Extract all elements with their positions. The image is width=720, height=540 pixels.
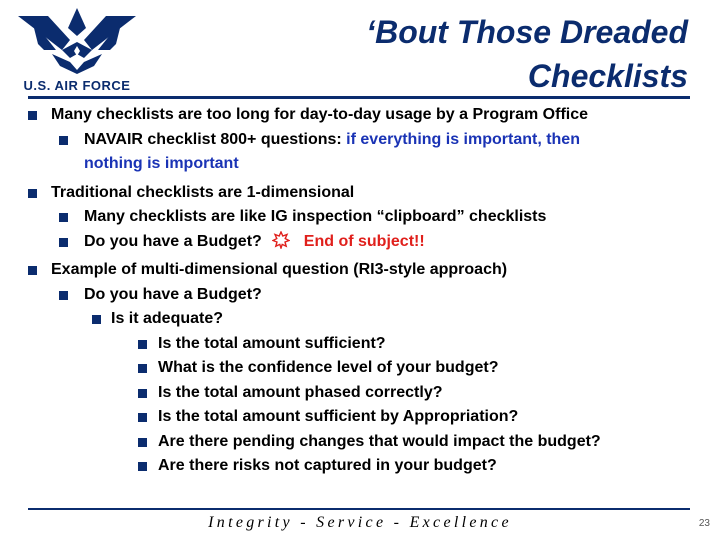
title-line-2: Checklists [527,58,688,94]
bullet-marker [59,213,68,222]
bullet-marker [28,189,37,198]
bullet-marker [59,291,68,300]
bullet-text: Is it adequate? [111,310,224,327]
bullet-text: Example of multi-dimensional question (RI3-style approach) [51,261,508,278]
bullet-marker [138,462,147,471]
bullet-text: Traditional checklists are 1-dimensional [51,183,355,201]
sub-bullet-budget [28,283,690,308]
title-line-1: ‘Bout Those Dreaded [366,14,688,50]
question-text: Is the total amount phased correctly? [158,383,443,401]
bullet-multi-dimensional [28,258,690,283]
question-text: Are there risks not captured in your budget? [158,457,497,474]
question-item [28,454,690,479]
bullet-traditional-checklists [28,181,690,206]
bullet-marker [138,413,147,422]
question-text: Is the total amount sufficient? [158,334,386,352]
bullet-marker [138,438,147,447]
question-item [28,356,690,381]
sub-sub-bullet-adequate [28,307,690,332]
air-force-logo [14,6,140,96]
page-number: 23 [698,518,710,529]
question-item [28,332,690,357]
bullet-marker [59,136,68,145]
sub-bullet-navair-continued [28,152,690,177]
bullet-text: Do you have a Budget? [84,285,262,303]
starburst-icon [272,231,290,249]
question-text: What is the confidence level of your budget? [158,359,499,376]
bullet-text: Many checklists are too long for day-to-day usage by a Program Office [51,106,589,123]
bullet-marker [92,315,101,324]
bullet-text: NAVAIR checklist 800+ questions: [84,130,342,148]
footer-divider [28,508,690,510]
bullet-text: Do you have a Budget? [84,232,262,250]
question-item [28,405,690,430]
bullet-marker [28,111,37,120]
air-force-emblem-icon [14,6,140,76]
footer-motto: Integrity - Service - Excellence [208,514,512,531]
question-item [28,430,690,455]
bullet-long-checklists [28,103,690,128]
bullet-marker [59,238,68,247]
sub-bullet-budget-question [28,230,690,255]
slide-title [268,10,688,98]
sub-bullet-navair [28,128,690,153]
bullet-marker [138,389,147,398]
bullet-text: Many checklists are like IG inspection “clipboard” checklists [84,208,547,225]
slide-content [28,103,690,479]
sub-bullet-ig-inspection [28,205,690,230]
header-divider [28,96,690,99]
highlight-text: if everything is important, then [346,130,580,148]
question-item [28,381,690,406]
bullet-marker [138,340,147,349]
question-text: Are there pending changes that would impact the budget? [158,432,601,450]
bullet-marker [28,266,37,275]
bullet-marker [138,364,147,373]
highlight-text-continued: nothing is important [84,155,239,172]
end-of-subject-text: End of subject!! [303,232,425,250]
question-text: Is the total amount sufficient by Appropriation? [158,408,519,425]
logo-text: U.S. AIR FORCE [23,78,131,93]
